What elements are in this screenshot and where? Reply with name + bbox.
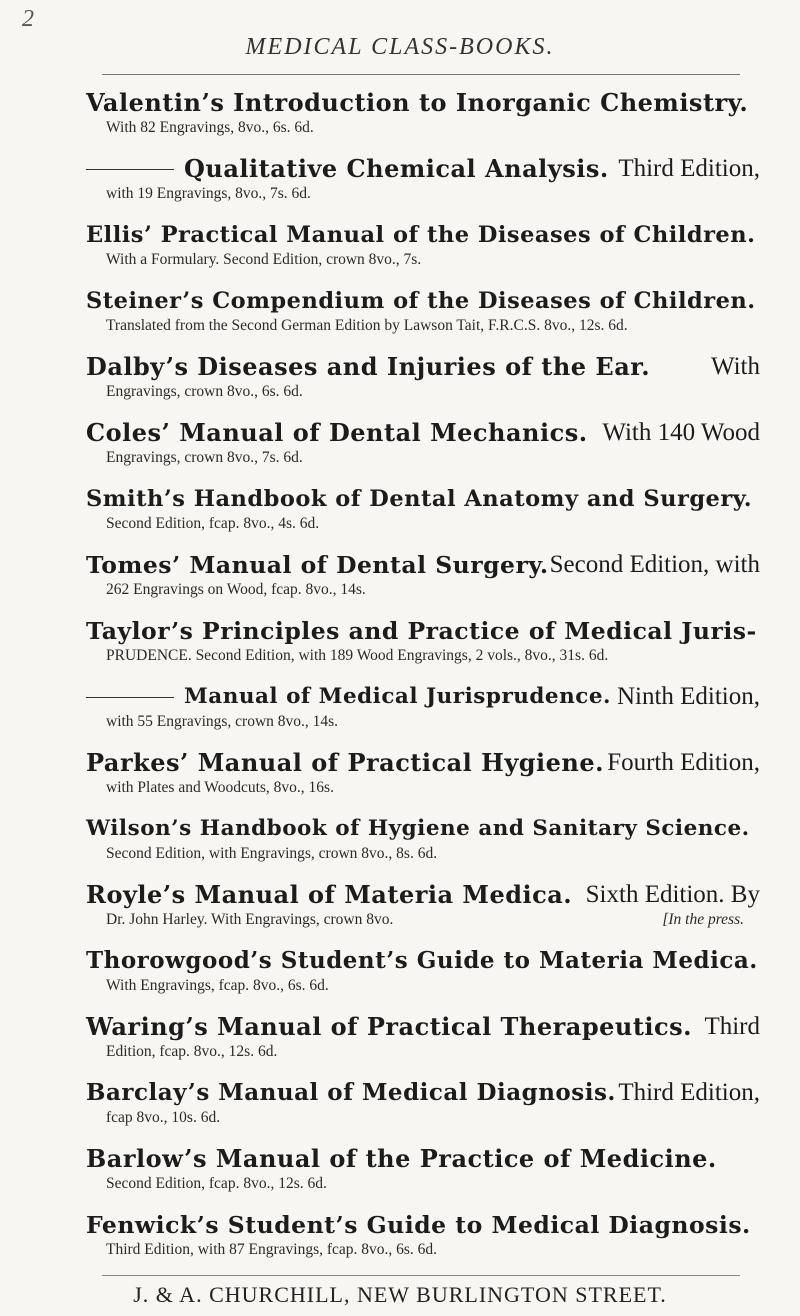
book-details-text: Translated from the Second German Edition by Lawson Tait, F.R.C.S. 8vo., 12s. 6d. [106,317,628,334]
edition-note: Third [704,1013,760,1040]
book-title: Steiner’s Compendium of the Diseases of Children. [86,288,756,314]
footer-rule [102,1275,740,1276]
book-entry [86,814,760,864]
book-details [106,580,760,600]
book-title-line [86,484,760,514]
edition-note: Third Edition, [618,155,760,182]
book-details [106,382,760,402]
book-details [106,1174,760,1194]
book-title-line [86,682,760,712]
book-details [106,910,744,930]
book-title: Thorowgood’s Student’s Guide to Materia Medica. [86,947,758,974]
book-title: Parkes’ Manual of Practical Hygiene. [86,748,605,777]
book-entry [86,1078,760,1128]
book-title-line [86,1078,760,1108]
book-details [106,250,760,270]
book-entry [86,484,760,534]
edition-note: Fourth Edition, [607,749,760,776]
edition-note: Sixth Edition. By [585,881,760,908]
book-details-text: Second Edition, fcap. 8vo., 4s. 6d. [106,515,320,532]
book-title-line [86,1012,760,1042]
book-entry [86,88,760,138]
book-title-line [86,748,760,778]
book-entry [86,616,760,666]
book-title-line [86,352,760,382]
book-details-text: 262 Engravings on Wood, fcap. 8vo., 14s. [106,581,366,598]
book-title-line [86,550,760,580]
edition-note: Second Edition, with [549,551,760,578]
publisher-footer: J. & A. CHURCHILL, NEW BURLINGTON STREET. [133,1282,667,1307]
book-title: Ellis’ Practical Manual of the Diseases of Children. [86,222,756,248]
book-entry [86,880,760,930]
book-details [106,844,760,864]
book-details-text: With a Formulary. Second Edition, crown 8vo., 7s. [106,251,422,268]
book-details-text: Third Edition, with 87 Engravings, fcap. 8vo., 6s. 6d. [106,1241,438,1258]
book-details-text: Engravings, crown 8vo., 6s. 6d. [106,383,303,400]
ditto-dash [86,169,174,170]
book-details-text: with 19 Engravings, 8vo., 7s. 6d. [106,185,311,202]
book-list [86,88,760,1276]
book-entry [86,352,760,402]
book-title: Dalby’s Diseases and Injuries of the Ear. [86,352,651,381]
book-details [106,316,760,336]
book-details-text: with 55 Engravings, crown 8vo., 14s. [106,713,339,730]
header-rule [102,74,740,75]
book-title: Coles’ Manual of Dental Mechanics. [86,418,588,447]
edition-note: Ninth Edition, [616,683,760,710]
book-details-text: Engravings, crown 8vo., 7s. 6d. [106,449,303,466]
book-title: Tomes’ Manual of Dental Surgery. [86,551,549,579]
press-note: [In the press. [662,911,744,928]
book-title-line [86,1210,760,1240]
book-details-text: Second Edition, fcap. 8vo., 12s. 6d. [106,1175,327,1192]
book-title-line [86,418,760,448]
book-details [106,1042,760,1062]
book-title: Fenwick’s Student’s Guide to Medical Diagnosis. [86,1211,751,1239]
book-title: Taylor’s Principles and Practice of Medical Juris- [86,617,757,645]
book-entry [86,418,760,468]
book-details [106,1108,760,1128]
book-title: Barlow’s Manual of the Practice of Medicine. [86,1144,717,1173]
book-title-line [86,616,760,646]
book-title: Waring’s Manual of Practical Therapeutics. [86,1012,693,1041]
book-details-text: Edition, fcap. 8vo., 12s. 6d. [106,1043,278,1060]
book-details [106,448,760,468]
book-title-line [86,220,760,250]
book-entry [86,946,760,996]
book-details [106,118,760,138]
book-title-line [86,814,760,844]
book-details [106,1240,760,1260]
book-title: Barclay’s Manual of Medical Diagnosis. [86,1079,616,1106]
book-title: Valentin’s Introduction to Inorganic Chemistry. [86,88,749,117]
book-details [106,646,760,666]
book-title: Smith’s Handbook of Dental Anatomy and Surgery. [86,486,753,512]
book-title-line [86,88,760,118]
book-title-line [86,154,760,184]
book-title: Royle’s Manual of Materia Medica. [86,880,573,909]
book-entry [86,154,760,204]
book-details [106,778,760,798]
book-details-text: Dr. John Harley. With Engravings, crown 8vo. [106,911,394,928]
book-details-text: With 82 Engravings, 8vo., 6s. 6d. [106,119,314,136]
book-entry [86,1012,760,1062]
book-title: Wilson’s Handbook of Hygiene and Sanitary Science. [86,816,750,841]
book-details-text: fcap 8vo., 10s. 6d. [106,1109,221,1126]
book-details [106,184,760,204]
book-entry [86,1210,760,1260]
book-entry [86,286,760,336]
book-entry [86,550,760,600]
edition-note: Third Edition, [618,1079,760,1106]
running-head: MEDICAL CLASS-BOOKS. [245,34,555,60]
book-title: Qualitative Chemical Analysis. [184,154,609,183]
book-details [106,712,760,732]
book-title-line [86,946,760,976]
book-details [106,514,760,534]
book-details-text: Second Edition, with Engravings, crown 8vo., 8s. 6d. [106,845,438,862]
book-title-line [86,286,760,316]
book-title: Manual of Medical Jurisprudence. [184,684,611,709]
book-entry [86,1144,760,1194]
book-title-line [86,1144,760,1174]
book-entry [86,220,760,270]
book-details-text: With Engravings, fcap. 8vo., 6s. 6d. [106,977,329,994]
book-details-text: PRUDENCE. Second Edition, with 189 Wood Engravings, 2 vols., 8vo., 31s. 6d. [106,647,609,664]
book-details [106,976,760,996]
ditto-dash [86,697,174,698]
book-entry [86,748,760,798]
edition-note: With [711,353,760,380]
book-entry [86,682,760,732]
book-details-text: with Plates and Woodcuts, 8vo., 16s. [106,779,334,796]
edition-note: With 140 Wood [602,419,760,446]
page-number: 2 [22,6,34,32]
book-title-line [86,880,760,910]
